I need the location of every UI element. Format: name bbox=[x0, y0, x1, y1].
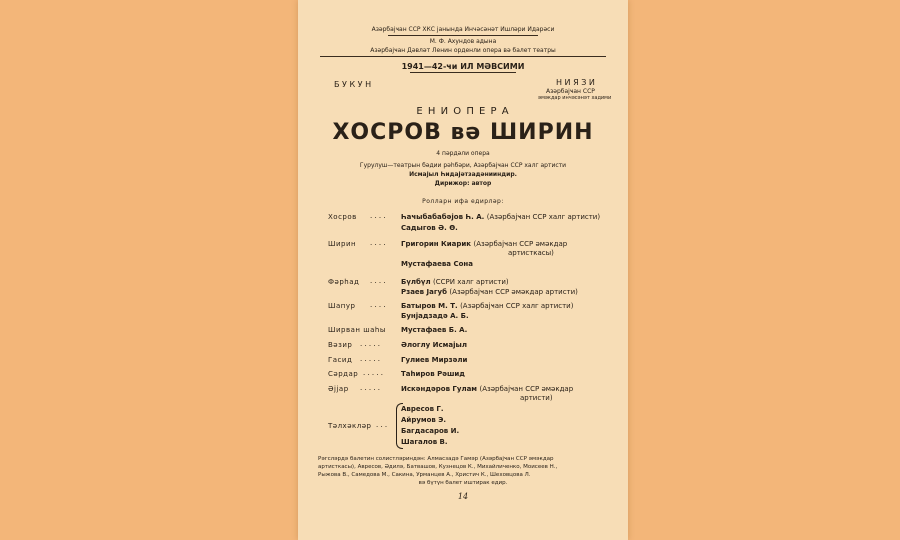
cast-dots: . . . . . bbox=[360, 340, 381, 348]
cast-actor: Таһиров Рәшид bbox=[401, 370, 465, 378]
program-page bbox=[298, 0, 628, 540]
cast-role: Гасид bbox=[328, 356, 353, 364]
cast-dots: . . . . bbox=[370, 239, 386, 247]
header-line-2: М. Ф. Ахундов адына bbox=[429, 38, 497, 45]
cast-actor: Гулиев Мирзәли bbox=[401, 356, 468, 364]
cast-actor: Мустафаев Б. А. bbox=[401, 326, 468, 334]
production-line-1: Гурулуш—театрын бәдии рәһбәри, Азәрбајҹан ССР халг артисти bbox=[359, 162, 567, 169]
footer-line-3: Рыжова В., Самедова М., Сакина, Урманцев А., Христич К., Шеховцова Л. bbox=[318, 472, 531, 478]
cast-note: артисти) bbox=[520, 394, 553, 402]
cast-dots: . . . . bbox=[370, 301, 386, 309]
dancer-name: Шагалов В. bbox=[401, 438, 448, 446]
cast-actor: Бунјадзадә А. Б. bbox=[401, 312, 469, 320]
cast-role: Ширван шаһы bbox=[328, 326, 386, 334]
opera-title: ХОСРОВ вә ШИРИН bbox=[332, 120, 594, 145]
cast-dots: . . . . bbox=[370, 277, 386, 285]
cast-role: Фәрһад bbox=[328, 278, 360, 286]
page-number: 14 bbox=[457, 492, 469, 501]
header-line-1: Азәрбајҹан ССР ХКС јанында Инчәсәнәт Ишләри Идарәси bbox=[371, 26, 555, 33]
cast-actor: Бүлбүл (ССРИ халг артисти) bbox=[401, 278, 509, 286]
cast-actor: Батыров М. Т. (Азәрбајҹан ССР халг артисти) bbox=[401, 302, 574, 310]
composer-title-1: Азәрбајҹан ССР bbox=[546, 88, 595, 95]
cast-actor: Һаҹыбабабәјов Һ. А. (Азәрбајҹан ССР халг артисти) bbox=[401, 213, 601, 221]
cast-actor: Әлоглу Исмајыл bbox=[401, 341, 467, 349]
footer-line-4: вә бүтүн балет иштирак едир. bbox=[418, 480, 508, 486]
cast-actor: Садыгов Ә. Ө. bbox=[401, 224, 458, 232]
season-suffix: ИЛ МӘВСИМИ bbox=[460, 62, 525, 71]
cast-actor: Григорин Киарик (Азәрбајҹан ССР әмәкдар bbox=[401, 240, 568, 248]
cast-dots: . . . bbox=[376, 421, 388, 429]
cast-actor: Рзаев Јагуб (Азәрбајҹан ССР әмәкдар артисти) bbox=[401, 288, 578, 296]
cast-dots: . . . . . bbox=[363, 369, 384, 377]
cast-role: Вәзир bbox=[328, 341, 353, 349]
cast-role: Шапур bbox=[328, 302, 356, 310]
dancers-role: Тәлхәкләр bbox=[328, 422, 372, 430]
cast-dots: . . . . bbox=[370, 212, 386, 220]
production-line-2: Исмајыл Һидајәтзадәнииндир. bbox=[409, 171, 517, 178]
dancer-name: Авресов Г. bbox=[401, 405, 444, 413]
header-rule-short bbox=[388, 35, 538, 36]
season-line bbox=[298, 62, 628, 71]
cast-actor: Искәндәров Гулам (Азәрбајҹан ССР әмәкдар bbox=[401, 385, 574, 393]
cast-role: Ширин bbox=[328, 240, 357, 248]
composer-name: Н И Я З И bbox=[556, 78, 595, 87]
opera-acts: 4 пәрдәли опера bbox=[436, 150, 490, 157]
season-rule bbox=[410, 72, 516, 73]
opera-subtitle: Е Н И О П Е Р А bbox=[416, 106, 510, 117]
cast-dots: . . . . . bbox=[360, 384, 381, 392]
cast-note: артисткасы) bbox=[508, 249, 554, 257]
roles-header: Ролларн ифа едирләр: bbox=[422, 198, 504, 205]
cast-role: Әјјар bbox=[328, 385, 349, 393]
header-line-3: Азәрбајҹан Дәвләт Ленин орденли опера вә балет театры bbox=[370, 47, 556, 54]
composer-title-2: әмәкдар инчәсәнәт хадими bbox=[538, 95, 612, 101]
footer-line-2: артисткасы), Авресов, Әдилә, Батвашов, Кузнецов К., Михайличенко, Моисеев Н., bbox=[318, 464, 558, 470]
dancer-name: Айрумов Э. bbox=[401, 416, 447, 424]
footer-line-1: Рәгсләрдә балетин солистләриндән: Алмасзадә Гамәр (Азәрбајҹан ССР әмәкдар bbox=[318, 456, 554, 462]
today-label: Б У К У Н bbox=[334, 80, 372, 89]
cast-dots: . . . . . bbox=[360, 355, 381, 363]
header-rule bbox=[320, 56, 606, 57]
dancer-name: Багдасаров И. bbox=[401, 427, 460, 435]
production-line-3: Дирижор: автор bbox=[434, 180, 492, 187]
cast-role: Хосров bbox=[328, 213, 357, 221]
cast-actor: Мустафаева Сона bbox=[401, 260, 473, 268]
season-prefix: 1941—42-ҹи bbox=[401, 62, 458, 71]
cast-role: Сәрдар bbox=[328, 370, 359, 378]
